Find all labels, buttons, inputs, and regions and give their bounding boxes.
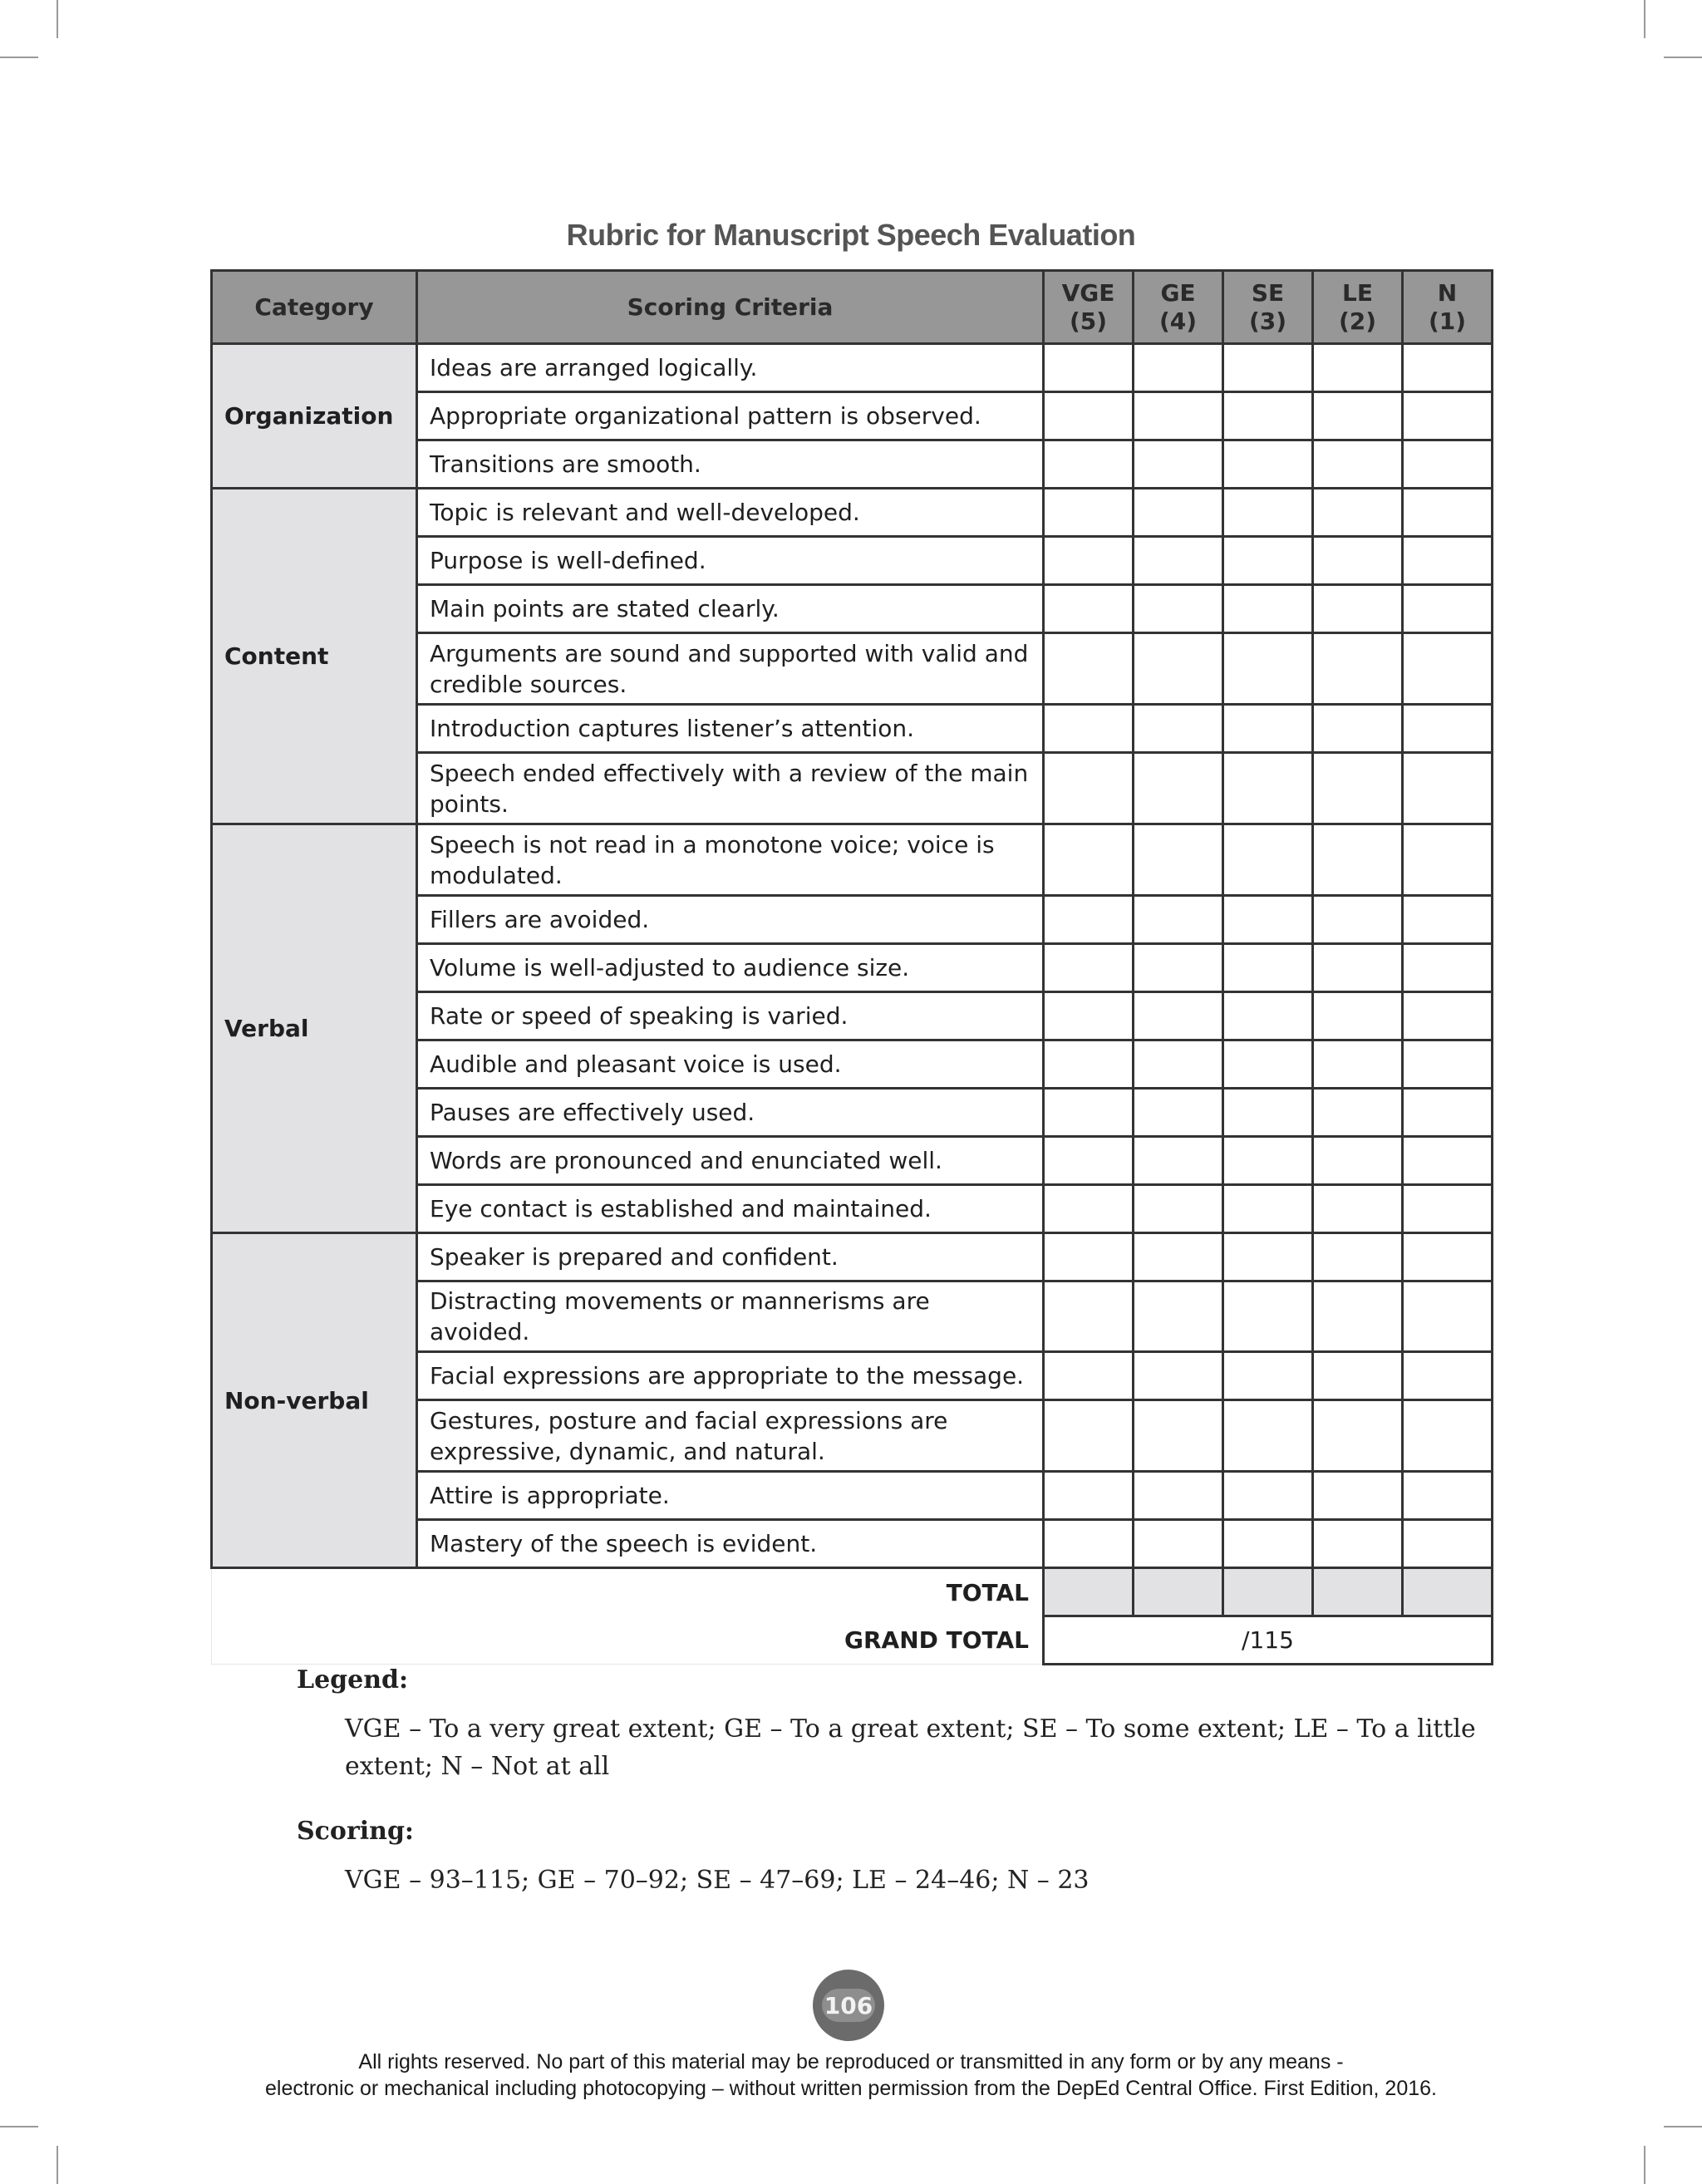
crop-mark	[0, 2126, 38, 2127]
criterion-cell: Transitions are smooth.	[417, 440, 1044, 489]
score-cell-ge[interactable]	[1134, 1233, 1223, 1281]
score-cell-ge[interactable]	[1134, 753, 1223, 824]
score-cell-vge[interactable]	[1044, 896, 1134, 944]
criterion-cell: Speech is not read in a monotone voice; voice is modulated.	[417, 824, 1044, 896]
score-cell-n[interactable]	[1403, 824, 1493, 896]
header-score-n: N (1)	[1403, 271, 1493, 344]
score-cell-n[interactable]	[1403, 633, 1493, 705]
criterion-cell: Topic is relevant and well-developed.	[417, 489, 1044, 537]
score-cell-ge[interactable]	[1134, 344, 1223, 392]
header-scoring-criteria: Scoring Criteria	[417, 271, 1044, 344]
legend-heading: Legend:	[297, 1665, 409, 1695]
score-cell-ge[interactable]	[1134, 1089, 1223, 1137]
score-cell-vge[interactable]	[1044, 824, 1134, 896]
score-cell-le[interactable]	[1313, 440, 1403, 489]
score-cell-se[interactable]	[1223, 1281, 1313, 1352]
score-cell-n[interactable]	[1403, 753, 1493, 824]
total-label: TOTAL	[212, 1568, 1044, 1616]
total-row	[212, 1568, 1493, 1616]
page-title: Rubric for Manuscript Speech Evaluation	[566, 218, 1136, 252]
crop-mark	[1644, 2146, 1645, 2184]
score-cell-se[interactable]	[1223, 1520, 1313, 1568]
score-cell-le[interactable]	[1313, 705, 1403, 753]
table-row	[212, 489, 1493, 537]
score-cell-se[interactable]	[1223, 392, 1313, 440]
score-cell-vge[interactable]	[1044, 1520, 1134, 1568]
criterion-cell: Rate or speed of speaking is varied.	[417, 992, 1044, 1040]
score-cell-se[interactable]	[1223, 633, 1313, 705]
score-cell-se[interactable]	[1223, 824, 1313, 896]
score-cell-le[interactable]	[1313, 1281, 1403, 1352]
score-cell-vge[interactable]	[1044, 753, 1134, 824]
page-number: 106	[822, 1989, 875, 2022]
score-cell-n[interactable]	[1403, 1352, 1493, 1400]
score-cell-vge[interactable]	[1044, 944, 1134, 992]
table-row	[212, 1233, 1493, 1281]
score-cell-n[interactable]	[1403, 944, 1493, 992]
score-cell-vge[interactable]	[1044, 1400, 1134, 1472]
score-cell-vge[interactable]	[1044, 705, 1134, 753]
score-cell-le[interactable]	[1313, 1040, 1403, 1089]
criterion-cell: Main points are stated clearly.	[417, 585, 1044, 633]
header-category: Category	[212, 271, 417, 344]
score-cell-n[interactable]	[1403, 585, 1493, 633]
header-score-vge: VGE (5)	[1044, 271, 1134, 344]
score-cell-vge[interactable]	[1044, 1472, 1134, 1520]
score-cell-le[interactable]	[1313, 824, 1403, 896]
header-score-se: SE (3)	[1223, 271, 1313, 344]
crop-mark	[1664, 57, 1702, 58]
grand-total-label: GRAND TOTAL	[212, 1616, 1044, 1665]
score-cell-le[interactable]	[1313, 1400, 1403, 1472]
score-cell-vge[interactable]	[1044, 489, 1134, 537]
score-cell-n[interactable]	[1403, 705, 1493, 753]
score-cell-ge[interactable]	[1134, 537, 1223, 585]
crop-mark	[1664, 2126, 1702, 2127]
score-cell-ge[interactable]	[1134, 1400, 1223, 1472]
score-cell-n[interactable]	[1403, 537, 1493, 585]
score-cell-le[interactable]	[1313, 392, 1403, 440]
score-cell-n[interactable]	[1403, 1472, 1493, 1520]
crop-mark	[57, 0, 58, 38]
header-score-le: LE (2)	[1313, 271, 1403, 344]
score-cell-le[interactable]	[1313, 1233, 1403, 1281]
score-cell-ge[interactable]	[1134, 1472, 1223, 1520]
score-cell-ge[interactable]	[1134, 944, 1223, 992]
score-cell-n[interactable]	[1403, 392, 1493, 440]
score-cell-se[interactable]	[1223, 537, 1313, 585]
score-cell-ge[interactable]	[1134, 1352, 1223, 1400]
score-cell-ge[interactable]	[1134, 1040, 1223, 1089]
criterion-cell: Attire is appropriate.	[417, 1472, 1044, 1520]
score-cell-se[interactable]	[1223, 440, 1313, 489]
score-cell-le[interactable]	[1313, 585, 1403, 633]
criterion-cell: Purpose is well-defined.	[417, 537, 1044, 585]
score-cell-vge[interactable]	[1044, 1281, 1134, 1352]
score-cell-n[interactable]	[1403, 896, 1493, 944]
score-cell-n[interactable]	[1403, 992, 1493, 1040]
score-cell-vge[interactable]	[1044, 633, 1134, 705]
score-cell-le[interactable]	[1313, 633, 1403, 705]
score-cell-n[interactable]	[1403, 489, 1493, 537]
score-cell-le[interactable]	[1313, 1472, 1403, 1520]
footer-copyright-line1: All rights reserved. No part of this material may be reproduced or transmitted in any form or by any means -	[358, 2050, 1344, 2073]
score-cell-se[interactable]	[1223, 489, 1313, 537]
score-cell-ge[interactable]	[1134, 1520, 1223, 1568]
score-cell-vge[interactable]	[1044, 1089, 1134, 1137]
total-cell-se[interactable]	[1223, 1568, 1313, 1616]
total-cell-vge[interactable]	[1044, 1568, 1134, 1616]
score-cell-se[interactable]	[1223, 1089, 1313, 1137]
table-header-row	[212, 271, 1493, 344]
score-cell-le[interactable]	[1313, 753, 1403, 824]
header-score-ge: GE (4)	[1134, 271, 1223, 344]
score-cell-ge[interactable]	[1134, 633, 1223, 705]
score-cell-ge[interactable]	[1134, 824, 1223, 896]
score-cell-se[interactable]	[1223, 1352, 1313, 1400]
criterion-cell: Gestures, posture and facial expressions are expressive, dynamic, and natural.	[417, 1400, 1044, 1472]
score-cell-se[interactable]	[1223, 1040, 1313, 1089]
score-cell-ge[interactable]	[1134, 392, 1223, 440]
score-cell-ge[interactable]	[1134, 1137, 1223, 1185]
category-cell: Content	[212, 489, 417, 824]
criterion-cell: Speaker is prepared and confident.	[417, 1233, 1044, 1281]
score-cell-n[interactable]	[1403, 1281, 1493, 1352]
score-cell-le[interactable]	[1313, 896, 1403, 944]
score-cell-ge[interactable]	[1134, 489, 1223, 537]
score-cell-vge[interactable]	[1044, 1352, 1134, 1400]
score-cell-le[interactable]	[1313, 537, 1403, 585]
criterion-cell: Facial expressions are appropriate to the message.	[417, 1352, 1044, 1400]
category-cell: Verbal	[212, 824, 417, 1233]
score-cell-n[interactable]	[1403, 1185, 1493, 1233]
score-cell-le[interactable]	[1313, 344, 1403, 392]
score-cell-le[interactable]	[1313, 1352, 1403, 1400]
score-cell-vge[interactable]	[1044, 585, 1134, 633]
score-cell-n[interactable]	[1403, 440, 1493, 489]
criterion-cell: Words are pronounced and enunciated well.	[417, 1137, 1044, 1185]
score-cell-vge[interactable]	[1044, 537, 1134, 585]
criterion-cell: Introduction captures listener’s attention.	[417, 705, 1044, 753]
scoring-heading: Scoring:	[297, 1817, 415, 1846]
score-cell-ge[interactable]	[1134, 1185, 1223, 1233]
criterion-cell: Fillers are avoided.	[417, 896, 1044, 944]
criterion-cell: Arguments are sound and supported with valid and credible sources.	[417, 633, 1044, 705]
score-cell-le[interactable]	[1313, 1137, 1403, 1185]
legend-text: VGE – To a very great extent; GE – To a great extent; SE – To some extent; LE – To a little extent; N – Not at all	[345, 1714, 1476, 1781]
score-cell-se[interactable]	[1223, 1233, 1313, 1281]
score-cell-n[interactable]	[1403, 1400, 1493, 1472]
page-number-badge	[813, 1970, 884, 2041]
grand-total-row	[212, 1616, 1493, 1665]
score-cell-n[interactable]	[1403, 1233, 1493, 1281]
score-cell-vge[interactable]	[1044, 992, 1134, 1040]
score-cell-vge[interactable]	[1044, 1185, 1134, 1233]
score-cell-se[interactable]	[1223, 992, 1313, 1040]
score-cell-se[interactable]	[1223, 753, 1313, 824]
score-cell-n[interactable]	[1403, 1089, 1493, 1137]
criterion-cell: Distracting movements or mannerisms are avoided.	[417, 1281, 1044, 1352]
scoring-text: VGE – 93–115; GE – 70–92; SE – 47–69; LE – 24–46; N – 23	[345, 1866, 1090, 1895]
criterion-cell: Ideas are arranged logically.	[417, 344, 1044, 392]
category-cell: Organization	[212, 344, 417, 489]
score-cell-le[interactable]	[1313, 1089, 1403, 1137]
score-cell-n[interactable]	[1403, 344, 1493, 392]
total-cell-ge[interactable]	[1134, 1568, 1223, 1616]
score-cell-le[interactable]	[1313, 944, 1403, 992]
grand-total-cell[interactable]: /115	[1044, 1616, 1493, 1665]
crop-mark	[1644, 0, 1645, 38]
table-row	[212, 344, 1493, 392]
total-cell-n[interactable]	[1403, 1568, 1493, 1616]
criterion-cell: Speech ended effectively with a review of the main points.	[417, 753, 1044, 824]
score-cell-ge[interactable]	[1134, 440, 1223, 489]
score-cell-ge[interactable]	[1134, 1281, 1223, 1352]
score-cell-vge[interactable]	[1044, 1233, 1134, 1281]
score-cell-ge[interactable]	[1134, 705, 1223, 753]
total-cell-le[interactable]	[1313, 1568, 1403, 1616]
crop-mark	[0, 57, 38, 58]
score-cell-se[interactable]	[1223, 585, 1313, 633]
criterion-cell: Mastery of the speech is evident.	[417, 1520, 1044, 1568]
score-cell-n[interactable]	[1403, 1520, 1493, 1568]
criterion-cell: Volume is well-adjusted to audience size.	[417, 944, 1044, 992]
score-cell-se[interactable]	[1223, 1472, 1313, 1520]
category-cell: Non-verbal	[212, 1233, 417, 1568]
table-row	[212, 824, 1493, 896]
rubric-table	[210, 269, 1493, 1665]
score-cell-vge[interactable]	[1044, 440, 1134, 489]
score-cell-vge[interactable]	[1044, 344, 1134, 392]
score-cell-se[interactable]	[1223, 344, 1313, 392]
score-cell-vge[interactable]	[1044, 1040, 1134, 1089]
score-cell-le[interactable]	[1313, 1185, 1403, 1233]
score-cell-n[interactable]	[1403, 1040, 1493, 1089]
score-cell-ge[interactable]	[1134, 992, 1223, 1040]
score-cell-se[interactable]	[1223, 1185, 1313, 1233]
score-cell-le[interactable]	[1313, 992, 1403, 1040]
score-cell-se[interactable]	[1223, 1137, 1313, 1185]
score-cell-le[interactable]	[1313, 1520, 1403, 1568]
crop-mark	[57, 2146, 58, 2184]
score-cell-ge[interactable]	[1134, 585, 1223, 633]
score-cell-n[interactable]	[1403, 1137, 1493, 1185]
criterion-cell: Appropriate organizational pattern is observed.	[417, 392, 1044, 440]
footer-copyright-line2: electronic or mechanical including photocopying – without written permission from the DepEd Central Office. First Edition, 2016.	[265, 2077, 1437, 2100]
criterion-cell: Pauses are effectively used.	[417, 1089, 1044, 1137]
score-cell-se[interactable]	[1223, 1400, 1313, 1472]
score-cell-se[interactable]	[1223, 705, 1313, 753]
score-cell-se[interactable]	[1223, 944, 1313, 992]
score-cell-vge[interactable]	[1044, 1137, 1134, 1185]
criterion-cell: Eye contact is established and maintained.	[417, 1185, 1044, 1233]
score-cell-le[interactable]	[1313, 489, 1403, 537]
criterion-cell: Audible and pleasant voice is used.	[417, 1040, 1044, 1089]
score-cell-ge[interactable]	[1134, 896, 1223, 944]
score-cell-se[interactable]	[1223, 896, 1313, 944]
score-cell-vge[interactable]	[1044, 392, 1134, 440]
